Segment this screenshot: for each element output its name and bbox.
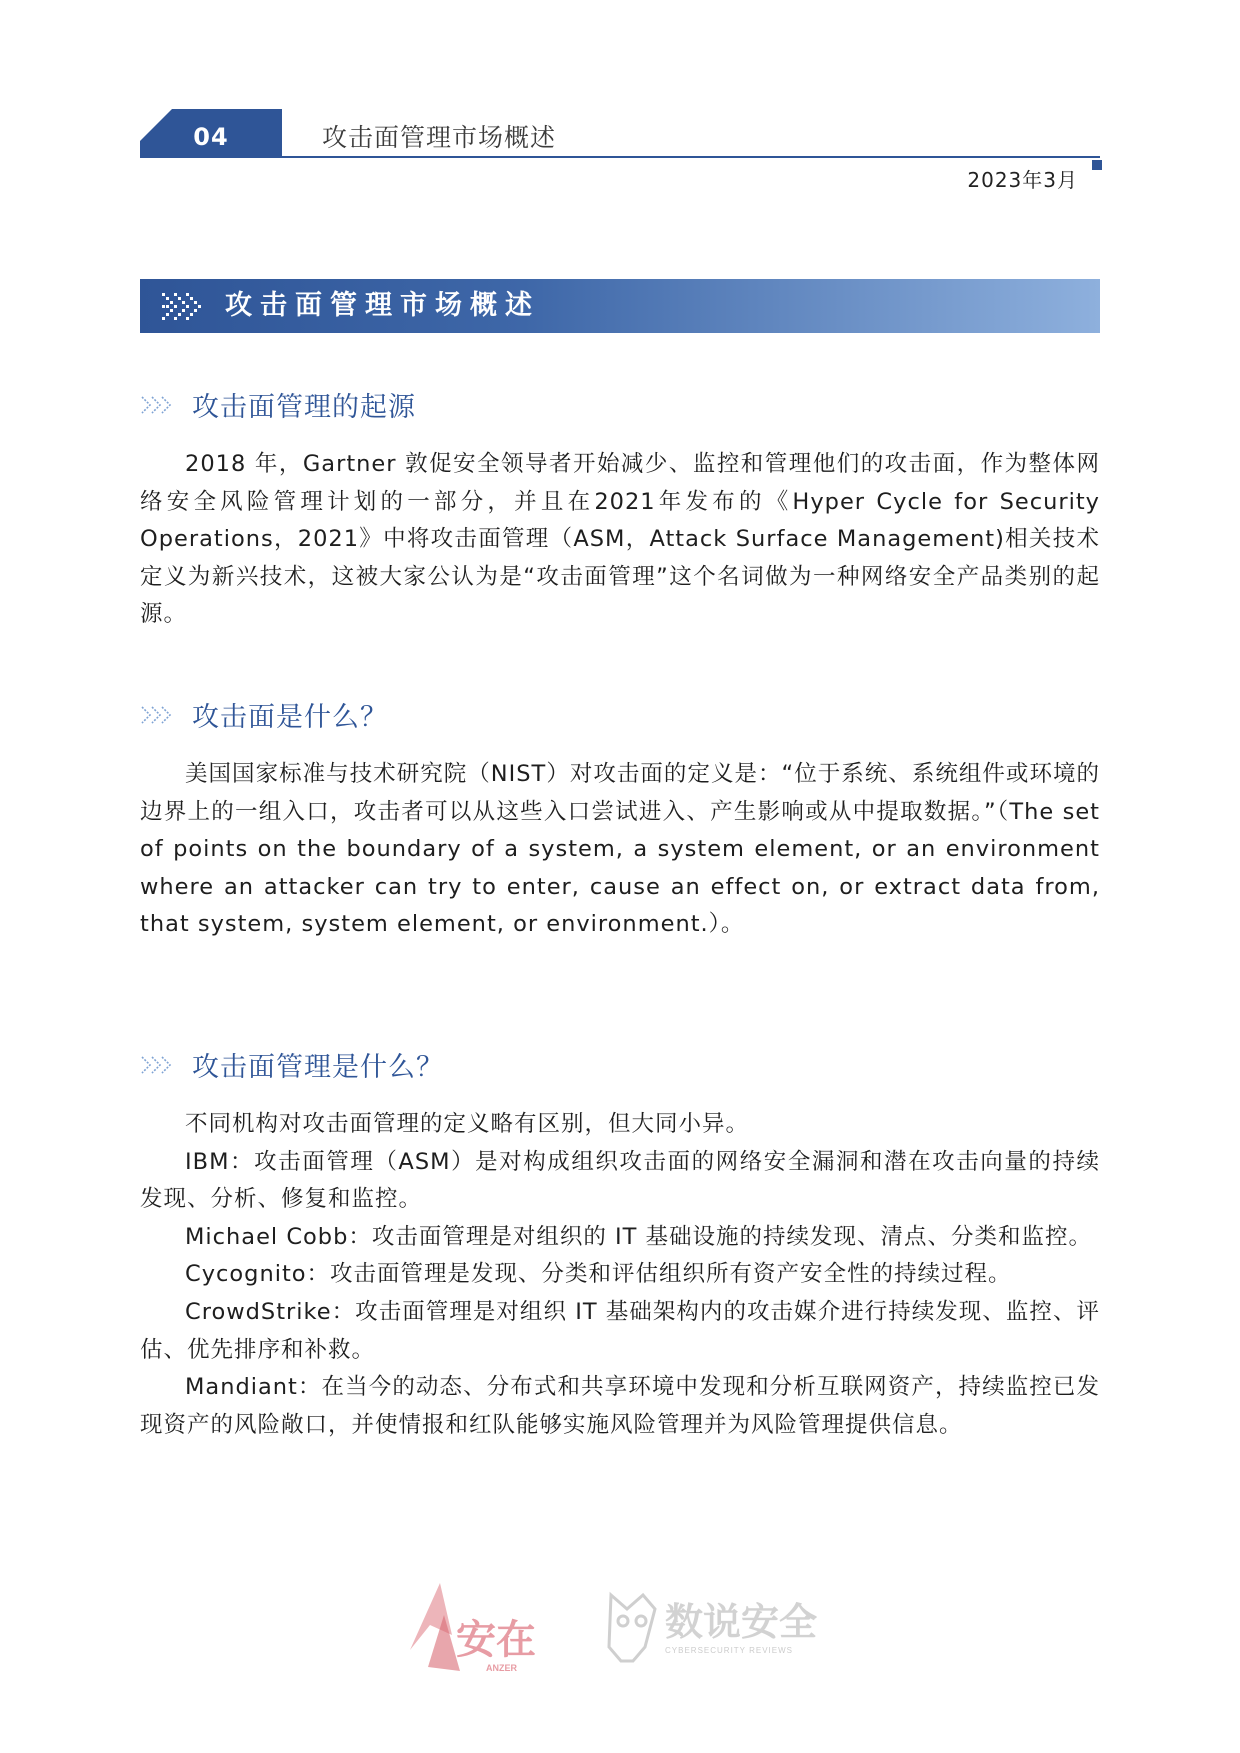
- chevrons-icon: [140, 705, 178, 725]
- paragraph: 美国国家标准与技术研究院（NIST）对攻击面的定义是：“位于系统、系统组件或环境的边界上的一组入口，攻击者可以从这些入口尝试进入、产生影响或从中提取数据。”（The set of points on the boundary of a system, a system element, or an environment where an attacker can try to enter, cause an effect on, or extract data from, that system, system element, or environment.）。: [140, 761, 1100, 938]
- section-title-attack-surface: 攻击面是什么？: [192, 702, 388, 733]
- banner-title: 攻击面管理市场概述: [225, 290, 540, 321]
- section-body-attack-surface: [140, 756, 1100, 944]
- paragraph: 不同机构对攻击面管理的定义略有区别，但大同小异。: [185, 1111, 750, 1137]
- paragraph: Cycognito：攻击面管理是发现、分类和评估组织所有资产安全性的持续过程。: [185, 1261, 1012, 1288]
- paragraph: Michael Cobb：攻击面管理是对组织的 IT 基础设施的持续发现、清点、分类和监控。: [185, 1223, 1093, 1250]
- header-rule: [140, 156, 1100, 158]
- shushuo-logo-text: 数说安全: [665, 1602, 818, 1644]
- chapter-number: 04: [193, 123, 229, 151]
- publish-date: 2023年3月: [967, 168, 1078, 192]
- header-rule-end-mark: [1092, 160, 1102, 170]
- anzer-logo: [400, 1575, 560, 1675]
- anzer-logo-en: ANZER: [486, 1663, 517, 1673]
- shushuo-logo-en: CYBERSECURITY REVIEWS: [665, 1646, 793, 1655]
- paragraph: Mandiant：在当今的动态、分布式和共享环境中发现和分析互联网资产，持续监控已发现资产的风险敞口，并使情报和红队能够实施风险管理并为风险管理提供信息。: [140, 1374, 1100, 1438]
- section-body-asm: [140, 1106, 1100, 1444]
- footer-logos: [400, 1575, 860, 1675]
- section-body-origin: [140, 446, 1100, 634]
- shushuo-logo: [605, 1575, 845, 1675]
- chevrons-icon: [140, 1055, 178, 1075]
- dotted-arrows-icon: [160, 289, 208, 323]
- section-title-asm: 攻击面管理是什么？: [192, 1052, 444, 1083]
- chapter-title: 攻击面管理市场概述: [322, 123, 557, 152]
- chevrons-icon: [140, 395, 178, 415]
- paragraph: CrowdStrike：攻击面管理是对组织 IT 基础架构内的攻击媒介进行持续发现、监控、评估、优先排序和补救。: [140, 1298, 1100, 1363]
- paragraph: 2018 年，Gartner 敦促安全领导者开始减少、监控和管理他们的攻击面，作为整体网络安全风险管理计划的一部分，并且在2021年发布的《Hyper Cycle for Security Operations，2021》中将攻击面管理（ASM，Attack Surface Management)相关技术定义为新兴技术，这被大家公认为是“攻击面管理”这个名词做为一种网络安全产品类别的起源。: [140, 451, 1100, 628]
- paragraph: IBM：攻击面管理（ASM）是对构成组织攻击面的网络安全漏洞和潜在攻击向量的持续发现、分析、修复和监控。: [140, 1148, 1100, 1213]
- anzer-logo-text: 安在: [456, 1618, 536, 1662]
- section-title-origin: 攻击面管理的起源: [192, 392, 416, 423]
